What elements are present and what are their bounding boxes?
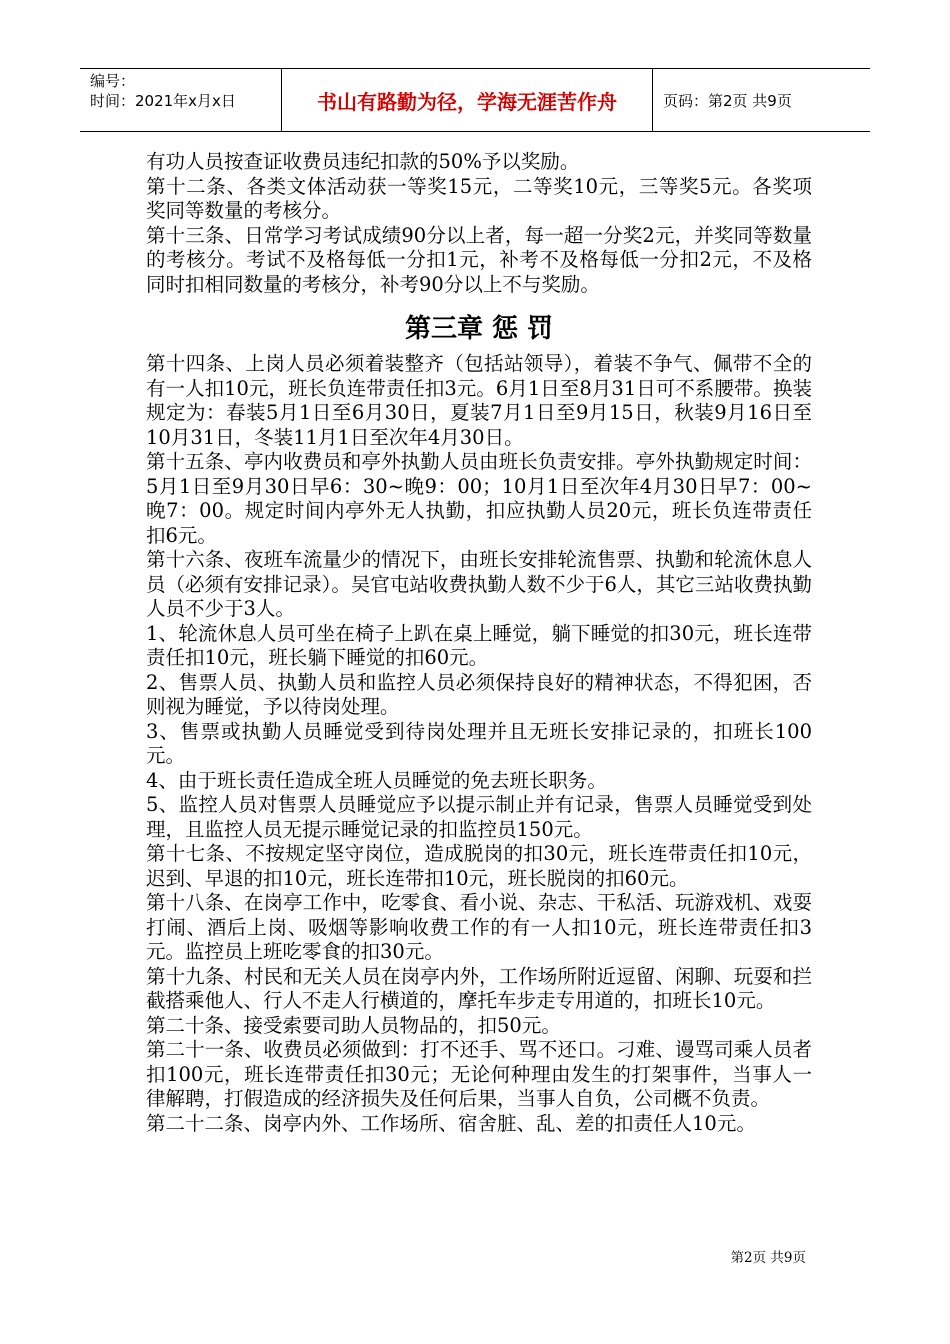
paragraph: 第十二条、各类文体活动获一等奖15元，二等奖10元，三等奖5元。各奖项奖同等数量的考核分。 [146,174,812,222]
body-before [146,150,812,297]
paragraph: 4、由于班长责任造成全班人员睡觉的免去班长职务。 [146,768,607,792]
paragraph: 第十五条、亭内收费员和亭外执勤人员由班长负责安排。亭外执勤规定时间：5月1日至9月30日早6：30~晚9：00；10月1日至次年4月30日早7：00~晚7：00。规定时间内亭外无人执勤，扣应执勤人员20元，班长负连带责任扣6元。 [146,450,812,547]
paragraph: 有功人员按查证收费员违纪扣款的50%予以奖励。 [146,150,580,173]
paragraph: 5、监控人员对售票人员睡觉应予以提示制止并有记录，售票人员睡觉受到处理，且监控人员无提示睡觉记录的扣监控员150元。 [146,793,812,841]
paragraph: 第十七条、不按规定坚守岗位，造成脱岗的扣30元，班长连带责任扣10元，迟到、早退的扣10元，班长连带扣10元，班长脱岗的扣60元。 [146,842,812,890]
header-code: 编号： [90,72,136,90]
paragraph: 第二十一条、收费员必须做到：打不还手、骂不还口。刁难、谩骂司乘人员者扣100元，班长连带责任扣30元；无论何种理由发生的打架事件，当事人一律解聘，打假造成的经济损失及任何后果，当事人自负，公司概不负责。 [146,1038,812,1110]
paragraph: 2、售票人员、执勤人员和监控人员必须保持良好的精神状态，不得犯困，否则视为睡觉，予以待岗处理。 [146,670,812,718]
paragraph: 1、轮流休息人员可坐在椅子上趴在桌上睡觉，躺下睡觉的扣30元，班长连带责任扣10元，班长躺下睡觉的扣60元。 [146,621,812,669]
page-footer: 第2页 共9页 [730,1250,806,1266]
header-motto: 书山有路勤为径，学海无涯苦作舟 [282,69,653,131]
paragraph: 第二十条、接受索要司助人员物品的，扣50元。 [146,1013,561,1037]
page-header [80,68,870,132]
chapter-heading: 第三章 惩 罚 [404,314,554,344]
body-after [146,352,812,1136]
paragraph: 第十九条、村民和无关人员在岗亭内外，工作场所附近逗留、闲聊、玩耍和拦截搭乘他人、行人不走人行横道的，摩托车步走专用道的，扣班长10元。 [146,964,812,1012]
paragraph: 3、售票或执勤人员睡觉受到待岗处理并且无班长安排记录的，扣班长100元。 [146,719,812,767]
paragraph: 第十三条、日常学习考试成绩90分以上者，每一超一分奖2元，并奖同等数量的考核分。考试不及格每低一分扣1元，补考不及格每低一分扣2元，不及格同时扣相同数量的考核分，补考90分以上不与奖励。 [146,223,812,296]
header-date: 时间：2021年x月x日 [90,92,236,110]
paragraph: 第二十二条、岗亭内外、工作场所、宿舍脏、乱、差的扣责任人10元。 [146,1111,756,1135]
header-meta [80,69,282,131]
paragraph: 第十八条、在岗亭工作中，吃零食、看小说、杂志、干私活、玩游戏机、戏耍打闹、酒后上岗、吸烟等影响收费工作的有一人扣10元，班长连带责任扣3元。监控员上班吃零食的扣30元。 [146,891,812,963]
paragraph: 第十六条、夜班车流量少的情况下，由班长安排轮流售票、执勤和轮流休息人员（必须有安排记录）。吴官屯站收费执勤人数不少于6人，其它三站收费执勤人员不少于3人。 [146,548,812,620]
header-page-number: 页码：第2页 共9页 [663,91,792,110]
paragraph: 第十四条、上岗人员必须着装整齐（包括站领导），着装不争气、佩带不全的有一人扣10元，班长负连带责任扣3元。6月1日至8月31日可不系腰带。换装规定为：春装5月1日至6月30日，夏装7月1日至9月15日，秋装9月16日至10月31日，冬装11月1日至次年4月30日。 [146,352,812,449]
